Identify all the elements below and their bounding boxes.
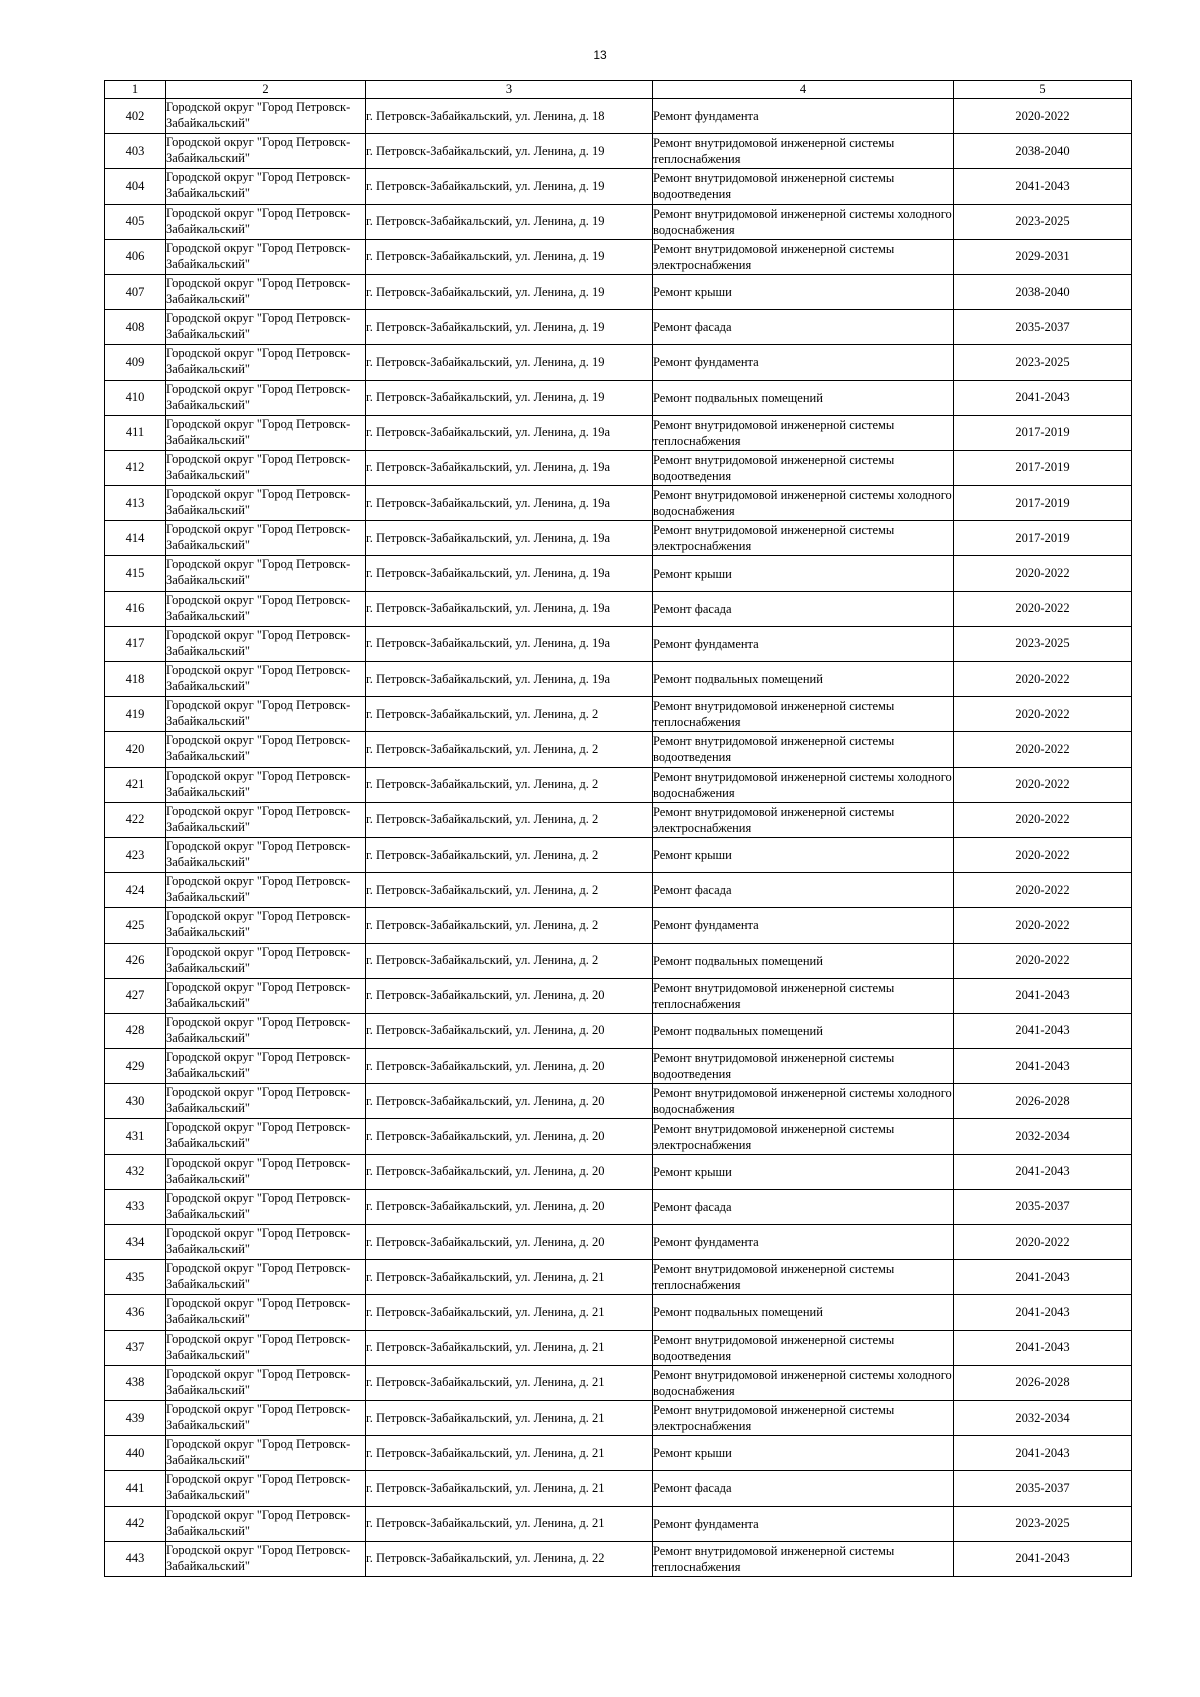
row-number-cell: 421 bbox=[105, 767, 166, 802]
period-cell: 2041-2043 bbox=[954, 1013, 1132, 1048]
address-cell: г. Петровск-Забайкальский, ул. Ленина, д. 2 bbox=[366, 943, 653, 978]
municipality-cell: Городской округ "Город Петровск-Забайкальский" bbox=[166, 380, 366, 415]
work-type-cell: Ремонт фасада bbox=[653, 310, 954, 345]
row-number-cell: 412 bbox=[105, 450, 166, 485]
column-header: 3 bbox=[366, 81, 653, 99]
row-number-cell: 417 bbox=[105, 626, 166, 661]
table-row bbox=[105, 345, 1132, 380]
address-cell: г. Петровск-Забайкальский, ул. Ленина, д. 19 bbox=[366, 134, 653, 169]
row-number-cell: 433 bbox=[105, 1189, 166, 1224]
table-row bbox=[105, 767, 1132, 802]
period-cell: 2020-2022 bbox=[954, 591, 1132, 626]
municipality-cell: Городской округ "Город Петровск-Забайкальский" bbox=[166, 802, 366, 837]
municipality-cell: Городской округ "Город Петровск-Забайкальский" bbox=[166, 1049, 366, 1084]
table-row bbox=[105, 978, 1132, 1013]
table-row bbox=[105, 204, 1132, 239]
work-type-cell: Ремонт внутридомовой инженерной системы электроснабжения bbox=[653, 1400, 954, 1435]
work-type-cell: Ремонт фасада bbox=[653, 1189, 954, 1224]
table-row bbox=[105, 1330, 1132, 1365]
row-number-cell: 432 bbox=[105, 1154, 166, 1189]
period-cell: 2023-2025 bbox=[954, 626, 1132, 661]
address-cell: г. Петровск-Забайкальский, ул. Ленина, д. 21 bbox=[366, 1330, 653, 1365]
row-number-cell: 414 bbox=[105, 521, 166, 556]
period-cell: 2023-2025 bbox=[954, 204, 1132, 239]
table-row bbox=[105, 486, 1132, 521]
municipality-cell: Городской округ "Город Петровск-Забайкальский" bbox=[166, 204, 366, 239]
address-cell: г. Петровск-Забайкальский, ул. Ленина, д. 2 bbox=[366, 802, 653, 837]
municipality-cell: Городской округ "Город Петровск-Забайкальский" bbox=[166, 239, 366, 274]
table-row bbox=[105, 310, 1132, 345]
work-type-cell: Ремонт внутридомовой инженерной системы электроснабжения bbox=[653, 1119, 954, 1154]
table-row bbox=[105, 1436, 1132, 1471]
address-cell: г. Петровск-Забайкальский, ул. Ленина, д. 20 bbox=[366, 1084, 653, 1119]
table-row bbox=[105, 1013, 1132, 1048]
table-row bbox=[105, 1506, 1132, 1541]
address-cell: г. Петровск-Забайкальский, ул. Ленина, д. 20 bbox=[366, 1189, 653, 1224]
work-type-cell: Ремонт крыши bbox=[653, 274, 954, 309]
work-type-cell: Ремонт фундамента bbox=[653, 345, 954, 380]
municipality-cell: Городской округ "Город Петровск-Забайкальский" bbox=[166, 1541, 366, 1576]
work-type-cell: Ремонт внутридомовой инженерной системы теплоснабжения bbox=[653, 134, 954, 169]
period-cell: 2035-2037 bbox=[954, 1189, 1132, 1224]
period-cell: 2041-2043 bbox=[954, 1330, 1132, 1365]
municipality-cell: Городской округ "Город Петровск-Забайкальский" bbox=[166, 1013, 366, 1048]
municipality-cell: Городской округ "Город Петровск-Забайкальский" bbox=[166, 1084, 366, 1119]
municipality-cell: Городской округ "Город Петровск-Забайкальский" bbox=[166, 310, 366, 345]
period-cell: 2017-2019 bbox=[954, 450, 1132, 485]
period-cell: 2020-2022 bbox=[954, 99, 1132, 134]
table-row bbox=[105, 134, 1132, 169]
row-number-cell: 405 bbox=[105, 204, 166, 239]
table-row bbox=[105, 1541, 1132, 1576]
work-type-cell: Ремонт подвальных помещений bbox=[653, 1013, 954, 1048]
municipality-cell: Городской округ "Город Петровск-Забайкальский" bbox=[166, 626, 366, 661]
address-cell: г. Петровск-Забайкальский, ул. Ленина, д. 21 bbox=[366, 1295, 653, 1330]
address-cell: г. Петровск-Забайкальский, ул. Ленина, д. 18 bbox=[366, 99, 653, 134]
repair-schedule-table bbox=[104, 80, 1132, 1577]
address-cell: г. Петровск-Забайкальский, ул. Ленина, д. 21 bbox=[366, 1400, 653, 1435]
municipality-cell: Городской округ "Город Петровск-Забайкальский" bbox=[166, 169, 366, 204]
period-cell: 2020-2022 bbox=[954, 662, 1132, 697]
row-number-cell: 427 bbox=[105, 978, 166, 1013]
period-cell: 2038-2040 bbox=[954, 134, 1132, 169]
period-cell: 2041-2043 bbox=[954, 1154, 1132, 1189]
table-row bbox=[105, 521, 1132, 556]
municipality-cell: Городской округ "Город Петровск-Забайкальский" bbox=[166, 345, 366, 380]
row-number-cell: 402 bbox=[105, 99, 166, 134]
municipality-cell: Городской округ "Город Петровск-Забайкальский" bbox=[166, 1189, 366, 1224]
row-number-cell: 413 bbox=[105, 486, 166, 521]
period-cell: 2041-2043 bbox=[954, 1260, 1132, 1295]
address-cell: г. Петровск-Забайкальский, ул. Ленина, д. 2 bbox=[366, 732, 653, 767]
row-number-cell: 439 bbox=[105, 1400, 166, 1435]
address-cell: г. Петровск-Забайкальский, ул. Ленина, д. 2 bbox=[366, 908, 653, 943]
row-number-cell: 437 bbox=[105, 1330, 166, 1365]
work-type-cell: Ремонт внутридомовой инженерной системы теплоснабжения bbox=[653, 1260, 954, 1295]
row-number-cell: 404 bbox=[105, 169, 166, 204]
page-number: 13 bbox=[593, 48, 607, 62]
work-type-cell: Ремонт подвальных помещений bbox=[653, 662, 954, 697]
municipality-cell: Городской округ "Город Петровск-Забайкальский" bbox=[166, 908, 366, 943]
period-cell: 2020-2022 bbox=[954, 908, 1132, 943]
work-type-cell: Ремонт подвальных помещений bbox=[653, 380, 954, 415]
address-cell: г. Петровск-Забайкальский, ул. Ленина, д. 20 bbox=[366, 1225, 653, 1260]
address-cell: г. Петровск-Забайкальский, ул. Ленина, д. 19 bbox=[366, 345, 653, 380]
table-row bbox=[105, 873, 1132, 908]
row-number-cell: 408 bbox=[105, 310, 166, 345]
row-number-cell: 422 bbox=[105, 802, 166, 837]
row-number-cell: 407 bbox=[105, 274, 166, 309]
table-row bbox=[105, 274, 1132, 309]
table-row bbox=[105, 837, 1132, 872]
row-number-cell: 442 bbox=[105, 1506, 166, 1541]
column-header: 1 bbox=[105, 81, 166, 99]
address-cell: г. Петровск-Забайкальский, ул. Ленина, д. 20 bbox=[366, 1049, 653, 1084]
work-type-cell: Ремонт фасада bbox=[653, 1471, 954, 1506]
address-cell: г. Петровск-Забайкальский, ул. Ленина, д. 2 bbox=[366, 697, 653, 732]
address-cell: г. Петровск-Забайкальский, ул. Ленина, д. 21 bbox=[366, 1436, 653, 1471]
address-cell: г. Петровск-Забайкальский, ул. Ленина, д. 21 bbox=[366, 1260, 653, 1295]
row-number-cell: 410 bbox=[105, 380, 166, 415]
period-cell: 2020-2022 bbox=[954, 767, 1132, 802]
row-number-cell: 443 bbox=[105, 1541, 166, 1576]
period-cell: 2017-2019 bbox=[954, 486, 1132, 521]
table-row bbox=[105, 380, 1132, 415]
period-cell: 2023-2025 bbox=[954, 1506, 1132, 1541]
municipality-cell: Городской округ "Город Петровск-Забайкальский" bbox=[166, 1400, 366, 1435]
table-row bbox=[105, 415, 1132, 450]
row-number-cell: 435 bbox=[105, 1260, 166, 1295]
work-type-cell: Ремонт внутридомовой инженерной системы электроснабжения bbox=[653, 239, 954, 274]
row-number-cell: 429 bbox=[105, 1049, 166, 1084]
municipality-cell: Городской округ "Город Петровск-Забайкальский" bbox=[166, 873, 366, 908]
row-number-cell: 428 bbox=[105, 1013, 166, 1048]
municipality-cell: Городской округ "Город Петровск-Забайкальский" bbox=[166, 1365, 366, 1400]
work-type-cell: Ремонт внутридомовой инженерной системы водоотведения bbox=[653, 169, 954, 204]
municipality-cell: Городской округ "Город Петровск-Забайкальский" bbox=[166, 591, 366, 626]
work-type-cell: Ремонт внутридомовой инженерной системы электроснабжения bbox=[653, 521, 954, 556]
municipality-cell: Городской округ "Город Петровск-Забайкальский" bbox=[166, 1506, 366, 1541]
column-header: 5 bbox=[954, 81, 1132, 99]
table-row bbox=[105, 697, 1132, 732]
municipality-cell: Городской округ "Город Петровск-Забайкальский" bbox=[166, 1119, 366, 1154]
row-number-cell: 418 bbox=[105, 662, 166, 697]
period-cell: 2041-2043 bbox=[954, 1541, 1132, 1576]
address-cell: г. Петровск-Забайкальский, ул. Ленина, д. 19а bbox=[366, 662, 653, 697]
municipality-cell: Городской округ "Город Петровск-Забайкальский" bbox=[166, 1471, 366, 1506]
period-cell: 2020-2022 bbox=[954, 556, 1132, 591]
work-type-cell: Ремонт фундамента bbox=[653, 1225, 954, 1260]
row-number-cell: 440 bbox=[105, 1436, 166, 1471]
work-type-cell: Ремонт фундамента bbox=[653, 908, 954, 943]
table-row bbox=[105, 1471, 1132, 1506]
period-cell: 2041-2043 bbox=[954, 978, 1132, 1013]
municipality-cell: Городской округ "Город Петровск-Забайкальский" bbox=[166, 415, 366, 450]
period-cell: 2017-2019 bbox=[954, 521, 1132, 556]
municipality-cell: Городской округ "Город Петровск-Забайкальский" bbox=[166, 1436, 366, 1471]
municipality-cell: Городской округ "Город Петровск-Забайкальский" bbox=[166, 767, 366, 802]
address-cell: г. Петровск-Забайкальский, ул. Ленина, д. 21 bbox=[366, 1506, 653, 1541]
period-cell: 2032-2034 bbox=[954, 1400, 1132, 1435]
work-type-cell: Ремонт внутридомовой инженерной системы теплоснабжения bbox=[653, 697, 954, 732]
period-cell: 2020-2022 bbox=[954, 802, 1132, 837]
municipality-cell: Городской округ "Город Петровск-Забайкальский" bbox=[166, 1154, 366, 1189]
row-number-cell: 436 bbox=[105, 1295, 166, 1330]
address-cell: г. Петровск-Забайкальский, ул. Ленина, д. 19а bbox=[366, 591, 653, 626]
work-type-cell: Ремонт внутридомовой инженерной системы электроснабжения bbox=[653, 802, 954, 837]
address-cell: г. Петровск-Забайкальский, ул. Ленина, д. 19 bbox=[366, 310, 653, 345]
address-cell: г. Петровск-Забайкальский, ул. Ленина, д. 20 bbox=[366, 1013, 653, 1048]
municipality-cell: Городской округ "Город Петровск-Забайкальский" bbox=[166, 837, 366, 872]
table-row bbox=[105, 450, 1132, 485]
row-number-cell: 430 bbox=[105, 1084, 166, 1119]
municipality-cell: Городской округ "Город Петровск-Забайкальский" bbox=[166, 697, 366, 732]
address-cell: г. Петровск-Забайкальский, ул. Ленина, д. 19 bbox=[366, 239, 653, 274]
address-cell: г. Петровск-Забайкальский, ул. Ленина, д. 20 bbox=[366, 978, 653, 1013]
work-type-cell: Ремонт крыши bbox=[653, 837, 954, 872]
table-row bbox=[105, 1260, 1132, 1295]
municipality-cell: Городской округ "Город Петровск-Забайкальский" bbox=[166, 1295, 366, 1330]
work-type-cell: Ремонт внутридомовой инженерной системы теплоснабжения bbox=[653, 415, 954, 450]
address-cell: г. Петровск-Забайкальский, ул. Ленина, д. 2 bbox=[366, 837, 653, 872]
work-type-cell: Ремонт фундамента bbox=[653, 99, 954, 134]
address-cell: г. Петровск-Забайкальский, ул. Ленина, д. 19а bbox=[366, 521, 653, 556]
row-number-cell: 424 bbox=[105, 873, 166, 908]
row-number-cell: 411 bbox=[105, 415, 166, 450]
table-row bbox=[105, 1084, 1132, 1119]
table-row bbox=[105, 1365, 1132, 1400]
work-type-cell: Ремонт внутридомовой инженерной системы теплоснабжения bbox=[653, 1541, 954, 1576]
period-cell: 2020-2022 bbox=[954, 943, 1132, 978]
column-header: 2 bbox=[166, 81, 366, 99]
work-type-cell: Ремонт фасада bbox=[653, 873, 954, 908]
municipality-cell: Городской округ "Город Петровск-Забайкальский" bbox=[166, 1225, 366, 1260]
work-type-cell: Ремонт фундамента bbox=[653, 1506, 954, 1541]
period-cell: 2035-2037 bbox=[954, 310, 1132, 345]
address-cell: г. Петровск-Забайкальский, ул. Ленина, д. 19а bbox=[366, 626, 653, 661]
table-row bbox=[105, 1119, 1132, 1154]
address-cell: г. Петровск-Забайкальский, ул. Ленина, д. 21 bbox=[366, 1365, 653, 1400]
period-cell: 2026-2028 bbox=[954, 1365, 1132, 1400]
period-cell: 2035-2037 bbox=[954, 1471, 1132, 1506]
work-type-cell: Ремонт внутридомовой инженерной системы холодного водоснабжения bbox=[653, 1084, 954, 1119]
municipality-cell: Городской округ "Город Петровск-Забайкальский" bbox=[166, 1260, 366, 1295]
work-type-cell: Ремонт подвальных помещений bbox=[653, 1295, 954, 1330]
row-number-cell: 423 bbox=[105, 837, 166, 872]
address-cell: г. Петровск-Забайкальский, ул. Ленина, д. 2 bbox=[366, 767, 653, 802]
work-type-cell: Ремонт внутридомовой инженерной системы холодного водоснабжения bbox=[653, 486, 954, 521]
address-cell: г. Петровск-Забайкальский, ул. Ленина, д. 19а bbox=[366, 415, 653, 450]
work-type-cell: Ремонт фасада bbox=[653, 591, 954, 626]
table-row bbox=[105, 556, 1132, 591]
work-type-cell: Ремонт крыши bbox=[653, 1436, 954, 1471]
table-row bbox=[105, 1189, 1132, 1224]
period-cell: 2020-2022 bbox=[954, 1225, 1132, 1260]
row-number-cell: 420 bbox=[105, 732, 166, 767]
period-cell: 2038-2040 bbox=[954, 274, 1132, 309]
table-row bbox=[105, 908, 1132, 943]
row-number-cell: 431 bbox=[105, 1119, 166, 1154]
work-type-cell: Ремонт подвальных помещений bbox=[653, 943, 954, 978]
work-type-cell: Ремонт внутридомовой инженерной системы холодного водоснабжения bbox=[653, 1365, 954, 1400]
row-number-cell: 416 bbox=[105, 591, 166, 626]
work-type-cell: Ремонт внутридомовой инженерной системы водоотведения bbox=[653, 732, 954, 767]
period-cell: 2026-2028 bbox=[954, 1084, 1132, 1119]
period-cell: 2041-2043 bbox=[954, 1295, 1132, 1330]
column-number-row bbox=[105, 81, 1132, 99]
municipality-cell: Городской округ "Город Петровск-Забайкальский" bbox=[166, 943, 366, 978]
period-cell: 2020-2022 bbox=[954, 732, 1132, 767]
address-cell: г. Петровск-Забайкальский, ул. Ленина, д. 19 bbox=[366, 204, 653, 239]
work-type-cell: Ремонт фундамента bbox=[653, 626, 954, 661]
row-number-cell: 438 bbox=[105, 1365, 166, 1400]
period-cell: 2020-2022 bbox=[954, 837, 1132, 872]
work-type-cell: Ремонт внутридомовой инженерной системы водоотведения bbox=[653, 1049, 954, 1084]
row-number-cell: 434 bbox=[105, 1225, 166, 1260]
work-type-cell: Ремонт внутридомовой инженерной системы водоотведения bbox=[653, 1330, 954, 1365]
work-type-cell: Ремонт внутридомовой инженерной системы водоотведения bbox=[653, 450, 954, 485]
municipality-cell: Городской округ "Город Петровск-Забайкальский" bbox=[166, 450, 366, 485]
table-row bbox=[105, 1400, 1132, 1435]
municipality-cell: Городской округ "Город Петровск-Забайкальский" bbox=[166, 99, 366, 134]
period-cell: 2017-2019 bbox=[954, 415, 1132, 450]
row-number-cell: 426 bbox=[105, 943, 166, 978]
table-row bbox=[105, 626, 1132, 661]
address-cell: г. Петровск-Забайкальский, ул. Ленина, д. 19 bbox=[366, 380, 653, 415]
municipality-cell: Городской округ "Город Петровск-Забайкальский" bbox=[166, 556, 366, 591]
address-cell: г. Петровск-Забайкальский, ул. Ленина, д. 19а bbox=[366, 556, 653, 591]
municipality-cell: Городской округ "Город Петровск-Забайкальский" bbox=[166, 1330, 366, 1365]
row-number-cell: 409 bbox=[105, 345, 166, 380]
municipality-cell: Городской округ "Город Петровск-Забайкальский" bbox=[166, 274, 366, 309]
period-cell: 2041-2043 bbox=[954, 169, 1132, 204]
period-cell: 2020-2022 bbox=[954, 697, 1132, 732]
period-cell: 2029-2031 bbox=[954, 239, 1132, 274]
table-row bbox=[105, 99, 1132, 134]
work-type-cell: Ремонт крыши bbox=[653, 556, 954, 591]
municipality-cell: Городской округ "Город Петровск-Забайкальский" bbox=[166, 662, 366, 697]
work-type-cell: Ремонт внутридомовой инженерной системы холодного водоснабжения bbox=[653, 767, 954, 802]
address-cell: г. Петровск-Забайкальский, ул. Ленина, д. 19а bbox=[366, 450, 653, 485]
row-number-cell: 406 bbox=[105, 239, 166, 274]
row-number-cell: 415 bbox=[105, 556, 166, 591]
address-cell: г. Петровск-Забайкальский, ул. Ленина, д. 19 bbox=[366, 169, 653, 204]
row-number-cell: 403 bbox=[105, 134, 166, 169]
table-row bbox=[105, 732, 1132, 767]
row-number-cell: 441 bbox=[105, 1471, 166, 1506]
address-cell: г. Петровск-Забайкальский, ул. Ленина, д. 19а bbox=[366, 486, 653, 521]
table-row bbox=[105, 1295, 1132, 1330]
table-row bbox=[105, 1225, 1132, 1260]
work-type-cell: Ремонт внутридомовой инженерной системы теплоснабжения bbox=[653, 978, 954, 1013]
period-cell: 2041-2043 bbox=[954, 1049, 1132, 1084]
row-number-cell: 425 bbox=[105, 908, 166, 943]
period-cell: 2041-2043 bbox=[954, 1436, 1132, 1471]
address-cell: г. Петровск-Забайкальский, ул. Ленина, д. 19 bbox=[366, 274, 653, 309]
row-number-cell: 419 bbox=[105, 697, 166, 732]
table-row bbox=[105, 662, 1132, 697]
address-cell: г. Петровск-Забайкальский, ул. Ленина, д. 20 bbox=[366, 1154, 653, 1189]
work-type-cell: Ремонт крыши bbox=[653, 1154, 954, 1189]
municipality-cell: Городской округ "Город Петровск-Забайкальский" bbox=[166, 978, 366, 1013]
table-row bbox=[105, 943, 1132, 978]
period-cell: 2023-2025 bbox=[954, 345, 1132, 380]
municipality-cell: Городской округ "Город Петровск-Забайкальский" bbox=[166, 134, 366, 169]
address-cell: г. Петровск-Забайкальский, ул. Ленина, д. 22 bbox=[366, 1541, 653, 1576]
period-cell: 2020-2022 bbox=[954, 873, 1132, 908]
table-row bbox=[105, 1049, 1132, 1084]
table-row bbox=[105, 591, 1132, 626]
column-header: 4 bbox=[653, 81, 954, 99]
address-cell: г. Петровск-Забайкальский, ул. Ленина, д. 2 bbox=[366, 873, 653, 908]
address-cell: г. Петровск-Забайкальский, ул. Ленина, д. 21 bbox=[366, 1471, 653, 1506]
period-cell: 2032-2034 bbox=[954, 1119, 1132, 1154]
municipality-cell: Городской округ "Город Петровск-Забайкальский" bbox=[166, 732, 366, 767]
table-body bbox=[105, 99, 1132, 1577]
address-cell: г. Петровск-Забайкальский, ул. Ленина, д. 20 bbox=[366, 1119, 653, 1154]
table-row bbox=[105, 169, 1132, 204]
period-cell: 2041-2043 bbox=[954, 380, 1132, 415]
work-type-cell: Ремонт внутридомовой инженерной системы холодного водоснабжения bbox=[653, 204, 954, 239]
municipality-cell: Городской округ "Город Петровск-Забайкальский" bbox=[166, 486, 366, 521]
table-row bbox=[105, 239, 1132, 274]
municipality-cell: Городской округ "Город Петровск-Забайкальский" bbox=[166, 521, 366, 556]
table-row bbox=[105, 1154, 1132, 1189]
table-row bbox=[105, 802, 1132, 837]
